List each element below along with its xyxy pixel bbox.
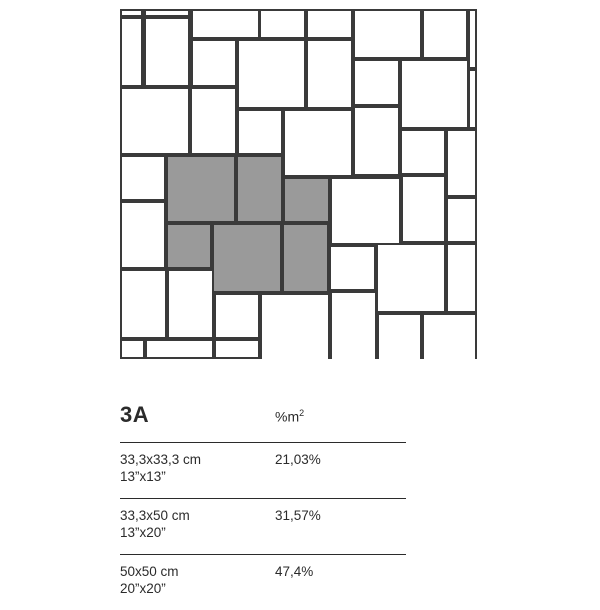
tile (353, 59, 400, 106)
tile (144, 17, 190, 87)
tile-percentage: 21,03% (275, 452, 321, 467)
tile (329, 245, 376, 291)
tile (260, 293, 330, 359)
tile (259, 9, 306, 39)
tile (120, 201, 166, 269)
tile-size: 33,3x50 cm 13”x20” (120, 508, 190, 540)
table-row (120, 499, 406, 554)
tile (330, 177, 401, 245)
tile (145, 339, 214, 359)
tile (401, 175, 446, 243)
tile (120, 17, 143, 87)
table-row (120, 555, 406, 610)
tile (283, 109, 353, 177)
tile (214, 293, 260, 339)
tile (306, 39, 353, 109)
highlighted-tile (236, 155, 283, 223)
tile (446, 129, 477, 197)
table-row (120, 443, 406, 498)
tile (120, 269, 167, 339)
table-header (120, 398, 406, 442)
tile (353, 9, 422, 59)
highlighted-tile (166, 155, 236, 223)
tile (191, 39, 237, 87)
tile (446, 197, 477, 243)
tile (468, 69, 477, 129)
highlighted-tile (283, 177, 330, 223)
tile-layout-pattern (120, 9, 477, 359)
tile (353, 106, 400, 176)
tile (306, 9, 353, 39)
highlighted-tile (282, 223, 329, 293)
tile (400, 59, 469, 129)
tile (376, 243, 446, 313)
tile-proportions-table (120, 398, 406, 610)
tile (120, 155, 166, 201)
tile (400, 129, 446, 175)
tile (422, 313, 477, 359)
tile (214, 339, 260, 359)
highlighted-tile (212, 223, 282, 293)
tile (377, 313, 422, 359)
tile (468, 9, 477, 69)
tile (120, 339, 145, 359)
tile (144, 9, 190, 17)
highlighted-tile (166, 223, 212, 269)
tile (237, 109, 283, 155)
tile (237, 39, 306, 109)
tile-percentage: 47,4% (275, 564, 314, 579)
tile (190, 87, 237, 155)
tile (167, 269, 214, 339)
tile-percentage: 31,57% (275, 508, 321, 523)
tile (422, 9, 468, 59)
tile (330, 291, 377, 359)
pattern-code: 3A (120, 402, 150, 427)
tile-size: 33,3x33,3 cm 13”x13” (120, 452, 202, 484)
tile (446, 243, 477, 313)
tile (120, 87, 190, 155)
tile-size: 50x50 cm 20”x20” (120, 564, 179, 596)
tile (120, 9, 143, 17)
tile (191, 9, 260, 39)
unit-label: $\%m^2$ (275, 408, 305, 425)
